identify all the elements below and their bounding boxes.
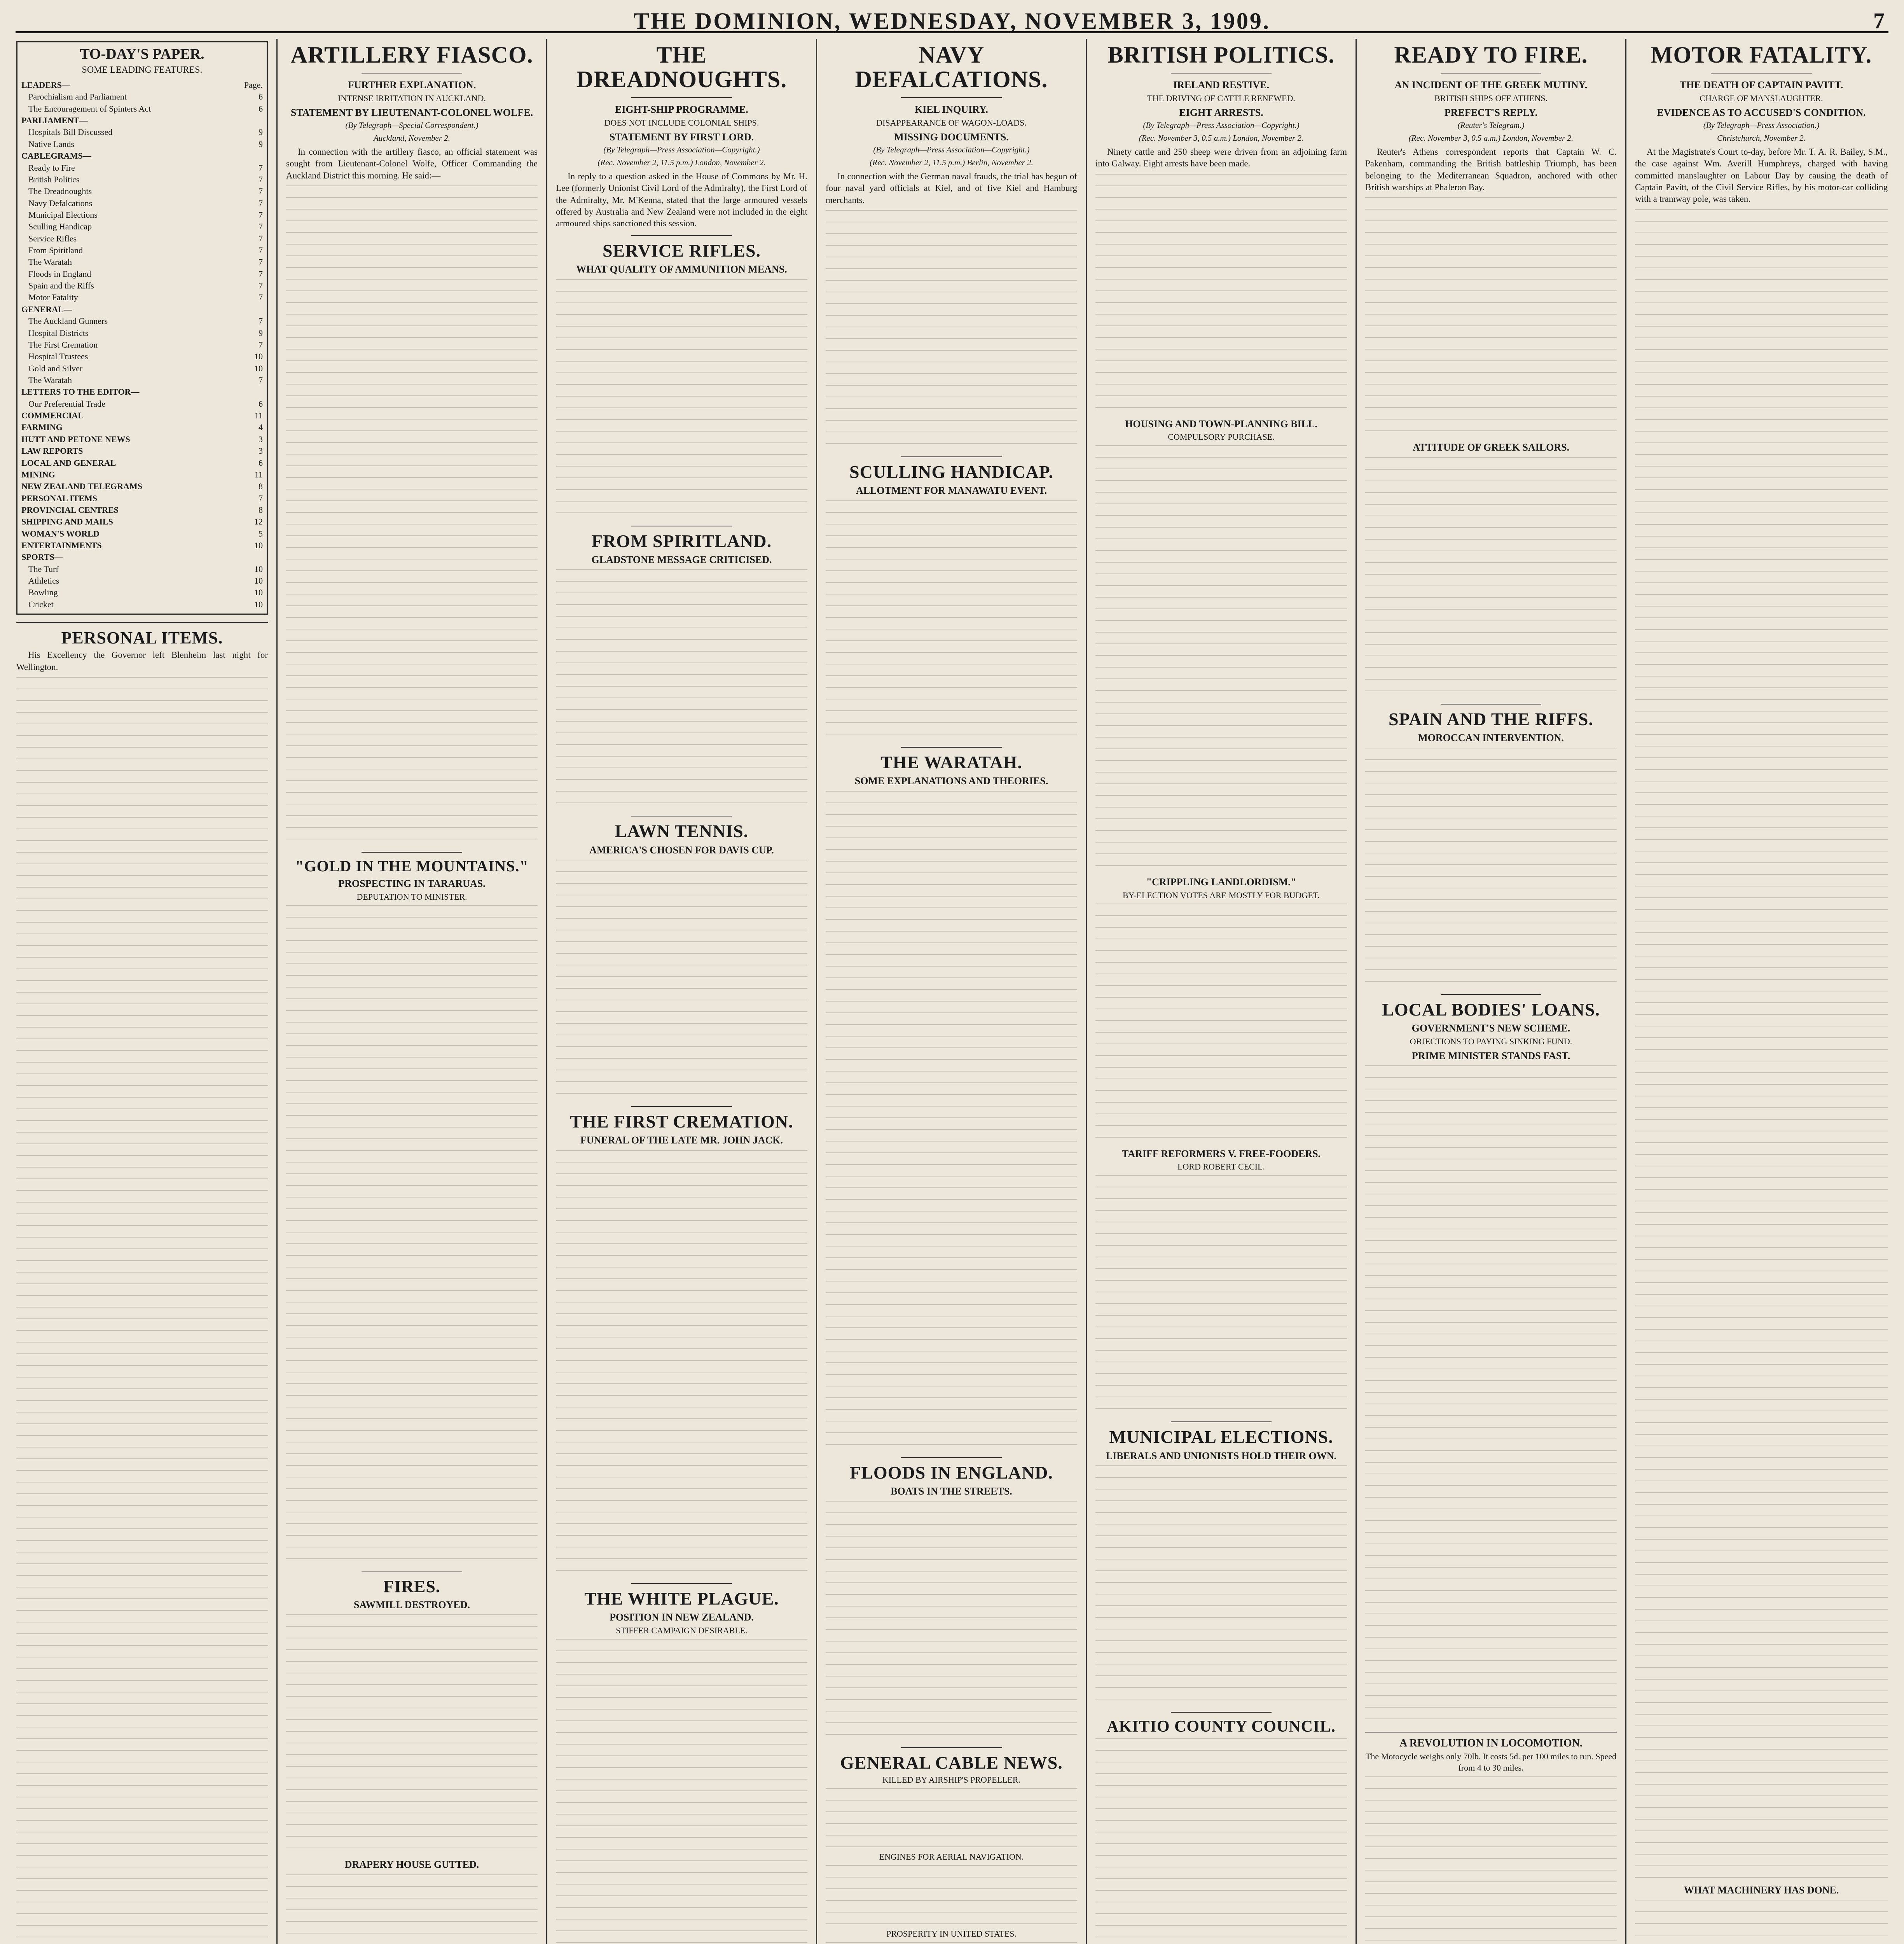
loans-text-block (1365, 1065, 1617, 1726)
index-entry (21, 516, 263, 528)
page-number: 7 (1873, 8, 1885, 33)
index-entry-page: 9 (259, 139, 263, 149)
navy-dateline: (Rec. November 2, 11.5 p.m.) Berlin, November 2. (870, 158, 1033, 167)
index-entry-label: LETTERS TO THE EDITOR— (21, 387, 140, 397)
index-entry-page: 7 (259, 257, 263, 267)
rifles-text-block (556, 279, 807, 520)
index-entry (21, 469, 263, 481)
index-entry-page: 7 (259, 281, 263, 291)
index-entry-label: GENERAL— (21, 304, 72, 314)
index-entry (21, 504, 263, 516)
fires-text-block (286, 1614, 538, 1855)
index-entry-page: 7 (259, 198, 263, 208)
index-entry (21, 103, 263, 115)
personal-heading: PERSONAL ITEMS. (61, 628, 223, 648)
fires-sub: SAWMILL DESTROYED. (353, 1599, 470, 1610)
dreadnoughts-sub3: STATEMENT BY FIRST LORD. (609, 131, 754, 143)
divider (1441, 994, 1541, 995)
plague-heading: THE WHITE PLAGUE. (584, 1588, 779, 1608)
index-entry-label: British Politics (28, 174, 80, 184)
tennis-heading: LAWN TENNIS. (615, 821, 749, 841)
index-entry (21, 421, 263, 433)
floods-heading: FLOODS IN ENGLAND. (850, 1462, 1053, 1482)
index-entry-page: 4 (259, 422, 263, 432)
motor-lead: At the Magistrate's Court to-day, before Mr. T. A. R. Bailey, S.M., the case against Wm. Averill Humphreys, charged with having committed manslaughter on Labour Day by causing the death of Captain Pavitt, of the Civil Service Rifles, by his motor-car colliding with a tramway pole, was taken. (1635, 147, 1888, 204)
index-entry-page: 11 (254, 469, 263, 479)
cremation-heading: THE FIRST CREMATION. (570, 1112, 793, 1132)
index-entry-page: 6 (259, 92, 263, 102)
index-entry-label: Hospital Districts (28, 328, 89, 338)
columns (8, 39, 1896, 1944)
index-entry-label: The Encouragement of Spinters Act (28, 103, 151, 114)
sculling-text-block (826, 500, 1077, 741)
floods-sub: BOATS IN THE STREETS. (891, 1485, 1012, 1497)
index-entry (21, 268, 263, 280)
artillery-credit: (By Telegraph—Special Correspondent.) (345, 121, 479, 130)
municipal-text-block (1095, 1465, 1347, 1706)
dreadnoughts-lead: In reply to a question asked in the House of Commons by Mr. H. Lee (formerly Unionist Civil Lord of the Admiralty), the First Lord of the Admiralty, Mr. M'Kenna, stated that the large armoured vessels offered by Australia and New Zealand were not included in the eight armoured ships sanctioned this session. (556, 171, 807, 229)
index-entry (21, 115, 263, 126)
index-subheading: SOME LEADING FEATURES. (82, 65, 203, 75)
index-heading: TO-DAY'S PAPER. (80, 46, 204, 62)
index-entry-label: Gold and Silver (28, 363, 83, 373)
index-entry-page: 7 (259, 245, 263, 255)
motor-sub1: THE DEATH OF CAPTAIN PAVITT. (1679, 79, 1843, 91)
index-entry (21, 481, 263, 492)
plague-sub2: STIFFER CAMPAIGN DESIRABLE. (616, 1625, 748, 1635)
artillery-text-block (286, 185, 538, 846)
municipal-heading: MUNICIPAL ELECTIONS. (1109, 1427, 1333, 1447)
dreadnoughts-dateline: (Rec. November 2, 11.5 p.m.) London, November 2. (597, 158, 766, 167)
column-ready (1357, 39, 1626, 1944)
index-entry-label: The Waratah (28, 375, 72, 385)
column-dreadnoughts (547, 39, 817, 1944)
drapery-sub: DRAPERY HOUSE GUTTED. (344, 1859, 479, 1871)
navy-credit: (By Telegraph—Press Association—Copyright.) (873, 145, 1030, 154)
gold-sub2: DEPUTATION TO MINISTER. (356, 892, 467, 902)
housing-sub: HOUSING AND TOWN-PLANNING BILL. (1125, 418, 1317, 430)
ready-sub3: PREFECT'S REPLY. (1444, 107, 1538, 118)
british-sub3: EIGHT ARRESTS. (1179, 107, 1263, 118)
dreadnoughts-sub1: EIGHT-SHIP PROGRAMME. (615, 104, 748, 115)
plague-text-block (556, 1639, 807, 1944)
index-entry-page: 7 (259, 269, 263, 279)
index-entry-label: CABLEGRAMS— (21, 151, 91, 161)
index-entry (21, 457, 263, 469)
waratah-text-block (826, 791, 1077, 1452)
loans-heading: LOCAL BODIES' LOANS. (1382, 999, 1600, 1019)
index-entry (21, 209, 263, 221)
index-entry (21, 374, 263, 386)
cable-text-block (826, 1865, 1077, 1927)
index-entry (21, 410, 263, 421)
index-entry-page: 6 (259, 399, 263, 409)
ready-dateline: (Rec. November 3, 0.5 a.m.) London, November 2. (1408, 133, 1574, 143)
spirit-text-block (556, 569, 807, 810)
index-entry (21, 256, 263, 268)
greek-text-block (1365, 457, 1617, 698)
index-entry (21, 351, 263, 362)
index-entry-label: ENTERTAINMENTS (21, 540, 102, 551)
motocycle-ad-title: A REVOLUTION IN LOCOMOTION. (1399, 1737, 1583, 1750)
cremation-text-block (556, 1150, 807, 1578)
navy-text-block (826, 210, 1077, 451)
index-entry-label: Ready to Fire (28, 163, 75, 173)
spain-sub: MOROCCAN INTERVENTION. (1418, 732, 1564, 744)
index-entry (21, 363, 263, 374)
british-lead: Ninety cattle and 250 sheep were driven from an adjoining farm into Galway. Eight arrests have been made. (1095, 147, 1347, 169)
plague-sub: POSITION IN NEW ZEALAND. (610, 1612, 754, 1623)
dreadnoughts-sub2: DOES NOT INCLUDE COLONIAL SHIPS. (604, 117, 759, 128)
index-entry (21, 162, 263, 174)
index-entry-page: 11 (254, 411, 263, 421)
ready-sub2: BRITISH SHIPS OFF ATHENS. (1434, 93, 1548, 103)
cremation-sub: FUNERAL OF THE LATE MR. JOHN JACK. (580, 1135, 783, 1146)
divider (631, 235, 732, 236)
index-entry (21, 126, 263, 138)
index-entry-page: 9 (259, 328, 263, 338)
index-entry-label: MINING (21, 469, 55, 479)
artillery-lead: In connection with the artillery fiasco, an official statement was sought from Lieutenant-Colonel Wolfe, Officer Commanding the Auckland District this morning. He said:— (286, 147, 538, 180)
index-entry-label: Service Rifles (28, 233, 77, 243)
rifles-heading: SERVICE RIFLES. (602, 240, 761, 260)
index-entry-page: 5 (259, 528, 263, 538)
index-entry (21, 304, 263, 315)
rifles-sub: WHAT QUALITY OF AMMUNITION MEANS. (576, 264, 787, 275)
index-entry-label: WOMAN'S WORLD (21, 528, 100, 538)
column-navy (817, 39, 1087, 1944)
index-entry (21, 91, 263, 103)
index-entry (21, 398, 263, 410)
divider (16, 622, 268, 623)
index-entry (21, 528, 263, 540)
index-entry-page: 3 (259, 434, 263, 444)
index-entry (21, 563, 263, 575)
index-entry (21, 327, 263, 339)
byelection-text-block (1095, 904, 1347, 1145)
cecil-sub: LORD ROBERT CECIL. (1177, 1162, 1265, 1172)
spirit-sub: GLADSTONE MESSAGE CRITICISED. (591, 554, 772, 565)
index-entry (21, 587, 263, 598)
ready-lead: Reuter's Athens correspondent reports that Captain W. C. Pakenham, commanding the British battleship Triumph, has been belonging to the Mediterranean Squadron, anchored with other British warships at Phaleron Bay. (1365, 147, 1617, 192)
index-entry-label: Parochialism and Parliament (28, 92, 127, 102)
divider (631, 1106, 732, 1107)
municipal-sub: LIBERALS AND UNIONISTS HOLD THEIR OWN. (1106, 1450, 1337, 1461)
dreadnoughts-heading: THE DREADNOUGHTS. (576, 42, 787, 92)
divider (901, 456, 1002, 457)
index-entry-page: 10 (254, 587, 263, 598)
dreadnoughts-credit: (By Telegraph—Press Association—Copyright.) (603, 145, 760, 154)
index-entry-label: FARMING (21, 422, 63, 432)
divider (901, 747, 1002, 748)
motor-heading: MOTOR FATALITY. (1651, 42, 1872, 68)
index-entry-page: 6 (259, 458, 263, 468)
index-entry (21, 79, 263, 91)
index-entry (21, 315, 263, 327)
index-entry-page: 3 (259, 446, 263, 456)
index-entry-page: 7 (259, 210, 263, 220)
index-entry (21, 551, 263, 563)
navy-heading: NAVY DEFALCATIONS. (855, 42, 1048, 92)
index-entry (21, 445, 263, 457)
navy-sub3: MISSING DOCUMENTS. (894, 131, 1009, 143)
index-entry-label: LEADERS— (21, 80, 70, 90)
index-entry-label: LAW REPORTS (21, 446, 83, 456)
index-entry (21, 339, 263, 351)
index-entry-page: 7 (259, 186, 263, 196)
tennis-text-block (556, 860, 807, 1101)
spain-text-block (1365, 748, 1617, 989)
index-entry-page: 7 (259, 174, 263, 184)
index-entry-page: 7 (259, 493, 263, 503)
waratah-sub: SOME EXPLANATIONS AND THEORIES. (854, 775, 1048, 787)
index-entry-page: 10 (254, 363, 263, 373)
loans-sub2: OBJECTIONS TO PAYING SINKING FUND. (1410, 1036, 1572, 1046)
index-entry-page: 7 (259, 163, 263, 173)
index-entry-page: 9 (259, 127, 263, 137)
index-entry (21, 599, 263, 610)
cable-text-block (826, 1788, 1077, 1850)
index-entry-label: Bowling (28, 587, 58, 598)
index-entry (21, 540, 263, 551)
index-entry-page: 7 (259, 375, 263, 385)
index-entry-label: Athletics (28, 576, 59, 586)
motocycle-ad (1365, 1732, 1617, 1773)
index-entry (21, 198, 263, 209)
spain-heading: SPAIN AND THE RIFFS. (1389, 709, 1593, 729)
cable-heading: GENERAL CABLE NEWS. (840, 1753, 1063, 1773)
gold-sub: PROSPECTING IN TARARUAS. (338, 878, 486, 890)
column-artillery (278, 39, 547, 1944)
sculling-sub: ALLOTMENT FOR MANAWATU EVENT. (856, 485, 1047, 496)
todays-paper-box (16, 41, 268, 615)
divider (1441, 704, 1541, 705)
navy-sub2: DISAPPEARANCE OF WAGON-LOADS. (876, 117, 1027, 128)
index-entry-label: Navy Defalcations (28, 198, 93, 208)
british-sub1: IRELAND RESTIVE. (1173, 79, 1270, 91)
housing-sub2: COMPULSORY PURCHASE. (1168, 432, 1275, 442)
index-entry-page: 10 (254, 351, 263, 362)
navy-sub1: KIEL INQUIRY. (915, 104, 988, 115)
index-entry-label: LOCAL AND GENERAL (21, 458, 116, 468)
index-entry-page: 10 (254, 599, 263, 609)
index-entry-page: 7 (259, 222, 263, 232)
byelection-sub: BY-ELECTION VOTES ARE MOSTLY FOR BUDGET. (1122, 890, 1320, 900)
index-entry (21, 138, 263, 150)
index-entry-page: 7 (259, 292, 263, 302)
index-entry (21, 174, 263, 185)
index-entry-label: Municipal Elections (28, 210, 98, 220)
motor-credit: (By Telegraph—Press Association.) (1703, 121, 1820, 130)
artillery-sub1: FURTHER EXPLANATION. (348, 79, 476, 91)
loans-sub3: PRIME MINISTER STANDS FAST. (1411, 1050, 1570, 1061)
index-entry-page: 10 (254, 564, 263, 574)
index-entry-label: Motor Fatality (28, 292, 78, 302)
index-entry-label: The Dreadnoughts (28, 186, 92, 196)
index-entry-label: Hospitals Bill Discussed (28, 127, 113, 137)
index-entry (21, 280, 263, 292)
ready-text-block (1365, 197, 1617, 438)
masthead (16, 8, 1888, 33)
index-entry-label: The Waratah (28, 257, 72, 267)
column-text-block (1365, 1776, 1617, 1944)
index-entry-page: 7 (259, 316, 263, 326)
index-entry (21, 434, 263, 445)
index-entry-page: 7 (259, 233, 263, 243)
index-entry-page: 8 (259, 505, 263, 515)
british-text-block (1095, 174, 1347, 415)
index-entry (21, 386, 263, 398)
motor-sub3: EVIDENCE AS TO ACCUSED'S CONDITION. (1657, 107, 1866, 118)
crippling-sub: "CRIPPLING LANDLORDISM." (1146, 876, 1296, 888)
index-entry-page: 6 (259, 103, 263, 114)
index-entry-label: Sculling Handicap (28, 222, 92, 232)
british-credit: (By Telegraph—Press Association—Copyright.) (1143, 121, 1300, 130)
artillery-heading: ARTILLERY FIASCO. (290, 42, 533, 68)
index-entry-page: 10 (254, 576, 263, 586)
motor-text-block (1635, 209, 1888, 1881)
artillery-sub2: INTENSE IRRITATION IN AUCKLAND. (338, 93, 486, 103)
index-entry-label: COMMERCIAL (21, 411, 84, 421)
index-entry (21, 221, 263, 233)
cable-sub3: PROSPERITY IN UNITED STATES. (886, 1928, 1017, 1939)
personal-text-block (16, 677, 268, 1944)
index-entry (21, 245, 263, 256)
index-entry-label: Hospital Trustees (28, 351, 88, 362)
british-dateline: (Rec. November 3, 0.5 a.m.) London, November 2. (1139, 133, 1304, 143)
index-entry (21, 292, 263, 303)
masthead-title: THE DOMINION, WEDNESDAY, NOVEMBER 3, 1909. (634, 8, 1270, 34)
index-entry-page: 12 (254, 517, 263, 527)
column-index (8, 39, 278, 1944)
waratah-heading: THE WARATAH. (880, 752, 1022, 772)
index-entry-label: HUTT AND PETONE NEWS (21, 434, 130, 444)
cecil-text-block (1095, 1175, 1347, 1416)
artillery-dateline: Auckland, November 2. (373, 133, 451, 143)
sculling-heading: SCULLING HANDICAP. (849, 462, 1053, 482)
index-list (21, 79, 263, 610)
motor-sub2: CHARGE OF MANSLAUGHTER. (1700, 93, 1823, 103)
gold-heading: "GOLD IN THE MOUNTAINS." (295, 857, 529, 875)
index-entry-label: SHIPPING AND MAILS (21, 517, 113, 527)
floods-text-block (826, 1501, 1077, 1742)
index-entry-label: PARLIAMENT— (21, 115, 88, 126)
index-entry-label: SPORTS— (21, 552, 63, 562)
index-entry-label: The First Cremation (28, 339, 98, 350)
gold-text-block (286, 905, 538, 1566)
column-british (1087, 39, 1357, 1944)
index-entry-label: PERSONAL ITEMS (21, 493, 97, 503)
cable-sub2: ENGINES FOR AERIAL NAVIGATION. (879, 1851, 1024, 1862)
personal-lead: His Excellency the Governor left Blenheim last night for Wellington. (16, 650, 268, 672)
housing-text-block (1095, 445, 1347, 873)
index-entry-page: Page. (244, 80, 263, 90)
index-entry-label: Cricket (28, 599, 54, 609)
divider (362, 852, 462, 853)
tennis-sub: AMERICA'S CHOSEN FOR DAVIS CUP. (589, 844, 774, 856)
index-entry-label: Spain and the Riffs (28, 281, 94, 291)
tariff-sub: TARIFF REFORMERS V. FREE-FOODERS. (1121, 1148, 1321, 1159)
ready-heading: READY TO FIRE. (1394, 42, 1588, 68)
index-entry-label: Floods in England (28, 269, 91, 279)
british-sub2: THE DRIVING OF CATTLE RENEWED. (1147, 93, 1295, 103)
cable-text-block (826, 1942, 1077, 1944)
index-entry-page: 7 (259, 339, 263, 350)
ready-credit: (Reuter's Telegram.) (1457, 121, 1525, 130)
divider (901, 97, 1002, 98)
british-heading: BRITISH POLITICS. (1107, 42, 1335, 68)
drapery-text-block (286, 1874, 538, 1944)
navy-lead: In connection with the German naval frauds, the trial has begun of four naval yard officials at Kiel, and of five Kiel and Hamburg merchants. (826, 171, 1077, 205)
ready-sub1: AN INCIDENT OF THE GREEK MUTINY. (1394, 79, 1588, 91)
index-entry (21, 185, 263, 197)
index-entry-label: NEW ZEALAND TELEGRAMS (21, 481, 142, 491)
index-entry (21, 150, 263, 162)
akitio-text-block (1095, 1738, 1347, 1944)
index-entry-label: The Turf (28, 564, 59, 574)
machinery-sub: WHAT MACHINERY HAS DONE. (1684, 1884, 1839, 1896)
column-motor (1626, 39, 1896, 1944)
akitio-heading: AKITIO COUNTY COUNCIL. (1107, 1718, 1336, 1736)
index-entry-label: The Auckland Gunners (28, 316, 108, 326)
greek-sub: ATTITUDE OF GREEK SAILORS. (1412, 442, 1570, 453)
index-entry-label: PROVINCIAL CENTRES (21, 505, 119, 515)
spirit-heading: FROM SPIRITLAND. (591, 531, 772, 551)
index-entry (21, 575, 263, 587)
divider (1171, 1712, 1272, 1713)
index-entry-label: Our Preferential Trade (28, 399, 105, 409)
divider (631, 1583, 732, 1584)
index-entry (21, 233, 263, 245)
divider (1171, 1421, 1272, 1422)
index-entry-page: 8 (259, 481, 263, 491)
motor-dateline: Christchurch, November 2. (1717, 133, 1806, 143)
motocycle-ad-text: The Motocycle weighs only 70lb. It costs 5d. per 100 miles to run. Speed from 4 to 30 miles. (1365, 1751, 1617, 1773)
index-entry (21, 493, 263, 504)
loans-sub: GOVERNMENT'S NEW SCHEME. (1411, 1023, 1570, 1034)
divider (901, 1747, 1002, 1748)
divider (901, 1457, 1002, 1458)
machinery-text-block (1635, 1900, 1888, 1944)
index-entry-label: From Spiritland (28, 245, 83, 255)
fires-heading: FIRES. (383, 1577, 440, 1596)
divider (631, 97, 732, 98)
index-entry-label: Native Lands (28, 139, 74, 149)
artillery-sub3: STATEMENT BY LIEUTENANT-COLONEL WOLFE. (290, 107, 533, 118)
cable-sub: KILLED BY AIRSHIP'S PROPELLER. (882, 1774, 1021, 1785)
index-entry-page: 10 (254, 540, 263, 551)
